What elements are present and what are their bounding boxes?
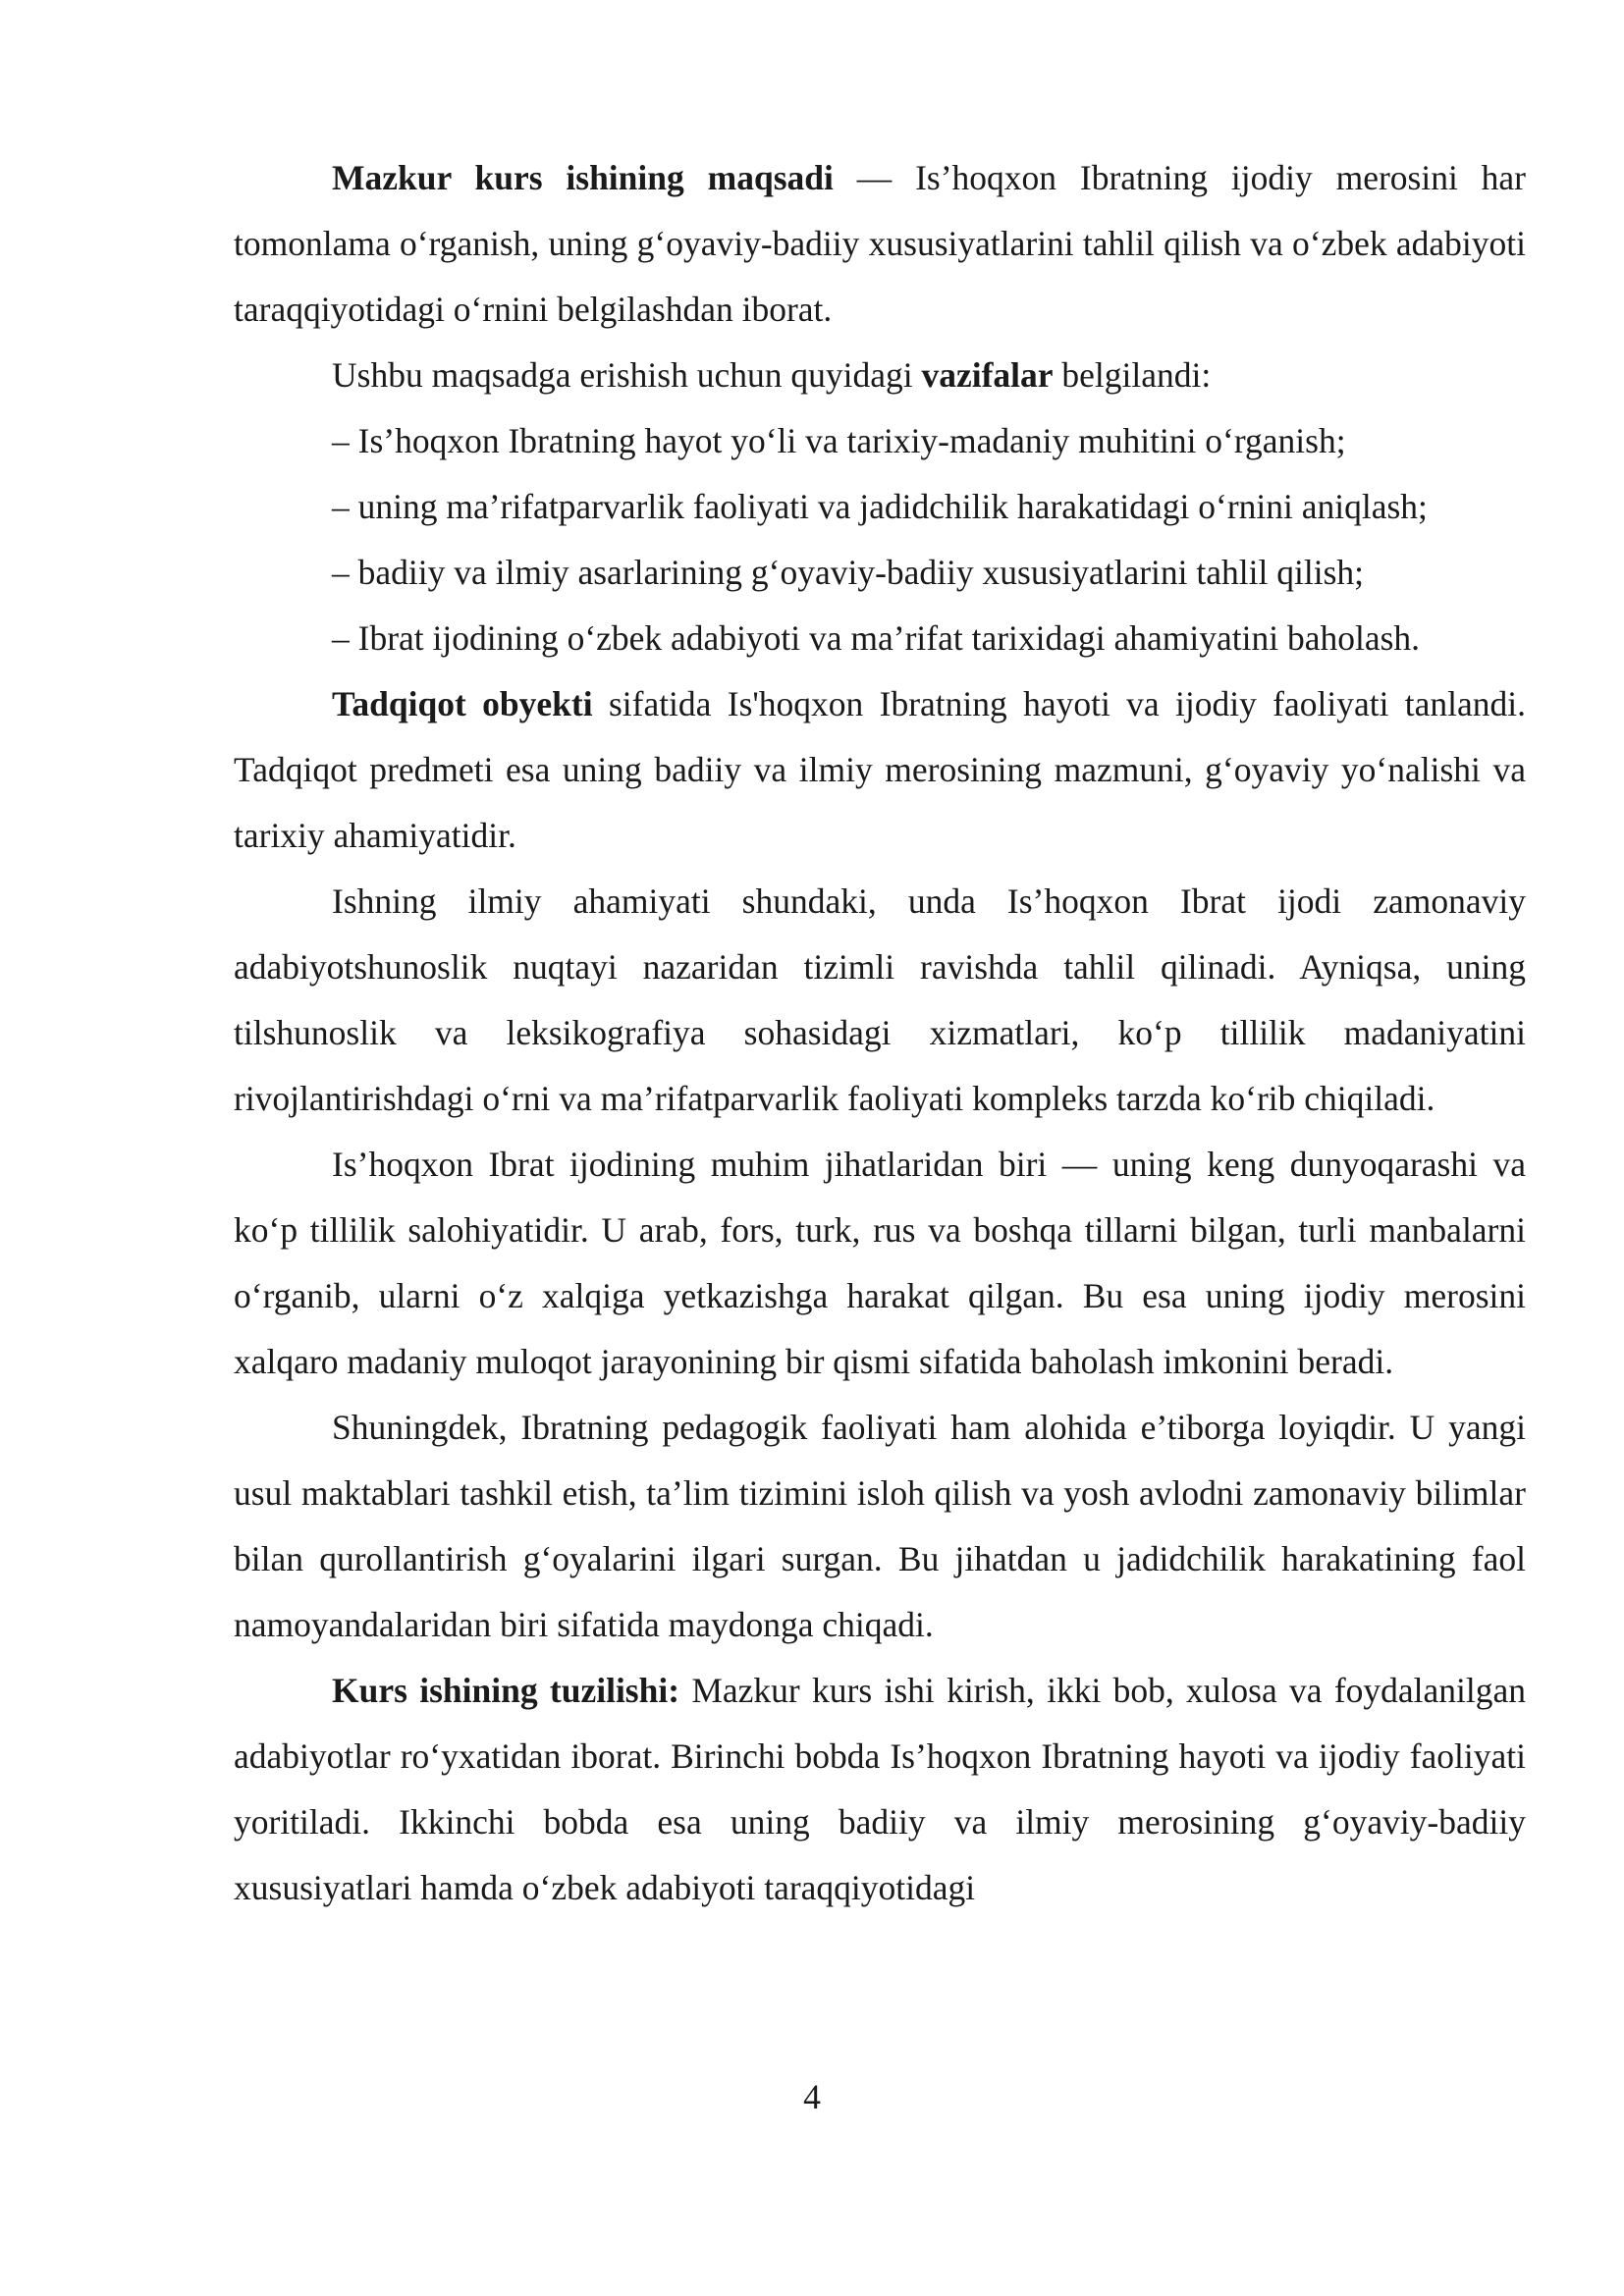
task-item: – Is’hoqxon Ibratning hayot yo‘li va tarixiy-madaniy muhitini o‘rganish; (332, 421, 1346, 460)
task-item: – badiiy va ilmiy asarlarining g‘oyaviy-badiiy xususiyatlarini tahlil qilish; (332, 553, 1365, 592)
paragraph-pedagogy: Shuningdek, Ibratning pedagogik faoliyati ham alohida e’tiborga loyiqdir. U yangi usul maktablari tashkil etish, ta’lim tizimini isloh qilish va yosh avlodni zamonaviy bilimlar bilan qurollantirish g‘oyalarini ilgari surgan. Bu jihatdan u jadidchilik harakatining faol namoyandalaridan biri sifatida maydonga chiqadi. (234, 1408, 1526, 1644)
paragraph-research-object (234, 671, 1526, 869)
paragraph-goal (234, 145, 1526, 343)
document-body (234, 145, 1526, 1921)
paragraph-goal-heading: Mazkur kurs ishining maqsadi (332, 158, 834, 197)
paragraph-tasks-intro (234, 343, 1526, 408)
page-number: 4 (803, 2077, 821, 2116)
task-item: – Ibrat ijodining o‘zbek adabiyoti va ma’rifat tarixidagi ahamiyatini baholash. (332, 618, 1421, 658)
research-object-heading: Tadqiqot obyekti (332, 684, 593, 723)
tasks-intro-heading: vazifalar (921, 355, 1054, 395)
structure-heading: Kurs ishining tuzilishi: (332, 1671, 680, 1710)
research-object-text: sifatida Is'hoqxon Ibratning hayoti va ijodiy faoliyati tanlandi. Tadqiqot predmeti esa uning badiiy va ilmiy merosining mazmuni, g‘oyaviy yo‘nalishi va tarixiy ahamiyatidir. (234, 684, 1527, 855)
paragraph-structure (234, 1658, 1526, 1921)
tasks-intro-after: belgilandi: (1053, 355, 1212, 395)
structure-text: Mazkur kurs ishi kirish, ikki bob, xulosa va foydalanilgan adabiyotlar ro‘yxatidan iborat. Birinchi bobda Is’hoqxon Ibratning hayoti va ijodiy faoliyati yoritiladi. Ikkinchi bobda esa uning badiiy va ilmiy merosining g‘oyaviy-badiiy xususiyatlari hamda o‘zbek adabiyoti taraqqiyotidagi (234, 1671, 1526, 1907)
tasks-intro-before: Ushbu maqsadga erishish uchun quyidagi (332, 355, 922, 395)
paragraph-goal-text: — Is’hoqxon Ibratning ijodiy merosini har tomonlama o‘rganish, uning g‘oyaviy-badiiy xususiyatlarini tahlil qilish va o‘zbek adabiyoti taraqqiyotidagi o‘rnini belgilashdan iborat. (234, 158, 1526, 329)
task-item: – uning ma’rifatparvarlik faoliyati va jadidchilik harakatidagi o‘rnini aniqlash; (332, 487, 1428, 526)
paragraph-scientific-significance: Ishning ilmiy ahamiyati shundaki, unda Is’hoqxon Ibrat ijodi zamonaviy adabiyotshunoslik nuqtayi nazaridan tizimli ravishda tahlil qilinadi. Ayniqsa, uning tilshunoslik va leksikografiya sohasidagi xizmatlari, ko‘p tillilik madaniyatini rivojlantirishdagi o‘rni va ma’rifatparvarlik faoliyati kompleks tarzda ko‘rib chiqiladi. (234, 881, 1526, 1118)
paragraph-multilingualism: Is’hoqxon Ibrat ijodining muhim jihatlaridan biri — uning keng dunyoqarashi va ko‘p tillilik salohiyatidir. U arab, fors, turk, rus va boshqa tillarni bilgan, turli manbalarni o‘rganib, ularni o‘z xalqiga yetkazishga harakat qilgan. Bu esa uning ijodiy merosini xalqaro madaniy muloqot jarayonining bir qismi sifatida baholash imkonini beradi. (234, 1145, 1526, 1381)
